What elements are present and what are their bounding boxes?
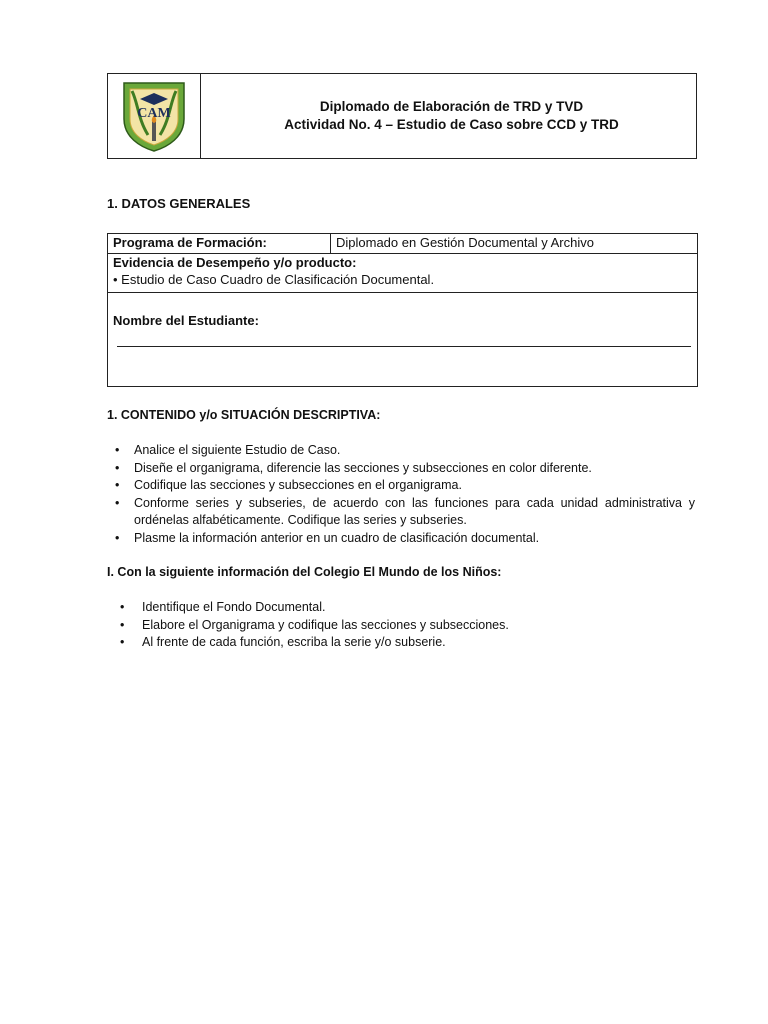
list-item: • Identifique el Fondo Documental.: [107, 599, 695, 617]
title-line-2: Actividad No. 4 – Estudio de Caso sobre CCD y TRD: [284, 117, 619, 132]
list-item: • Diseñe el organigrama, diferencie las secciones y subsecciones en color diferente.: [107, 460, 695, 478]
document-header: [107, 73, 697, 159]
programa-label: Programa de Formación:: [108, 234, 331, 254]
contenido-list: [107, 442, 695, 547]
evidencia-value: • Estudio de Caso Cuadro de Clasificación Documental.: [113, 272, 435, 287]
section-heading-colegio: I. Con la siguiente información del Colegio El Mundo de los Niños:: [107, 565, 502, 579]
list-item: • Elabore el Organigrama y codifique las secciones y subsecciones.: [107, 617, 695, 635]
section-heading-contenido: 1. CONTENIDO y/o SITUACIÓN DESCRIPTIVA:: [107, 408, 381, 422]
section-heading-datos: 1. DATOS GENERALES: [107, 196, 251, 211]
nombre-cell: [108, 293, 698, 387]
table-row: [108, 293, 698, 387]
logo-cell: [108, 74, 201, 158]
programa-value: Diplomado en Gestión Documental y Archivo: [331, 234, 698, 254]
list-item: • Plasme la información anterior en un cuadro de clasificación documental.: [107, 530, 695, 548]
table-row: [108, 254, 698, 293]
logo-lettering: CAM: [137, 106, 171, 121]
student-name-line[interactable]: [117, 336, 691, 347]
header-title: [201, 74, 696, 158]
nombre-label: Nombre del Estudiante:: [113, 313, 259, 328]
colegio-list: [107, 599, 695, 652]
datos-generales-table: [107, 233, 698, 387]
evidencia-cell: [108, 254, 698, 293]
list-item: • Analice el siguiente Estudio de Caso.: [107, 442, 695, 460]
list-item: • Conforme series y subseries, de acuerdo con las funciones para cada unidad administrativa y ordénelas alfabéticamente. Codifique las series y subseries.: [107, 495, 695, 530]
table-row: [108, 234, 698, 254]
title-line-1: Diplomado de Elaboración de TRD y TVD: [319, 99, 584, 114]
evidencia-label: Evidencia de Desempeño y/o producto:: [113, 255, 357, 270]
list-item: • Al frente de cada función, escriba la serie y/o subserie.: [107, 634, 695, 652]
list-item: • Codifique las secciones y subsecciones en el organigrama.: [107, 477, 695, 495]
institution-logo: [118, 79, 190, 153]
